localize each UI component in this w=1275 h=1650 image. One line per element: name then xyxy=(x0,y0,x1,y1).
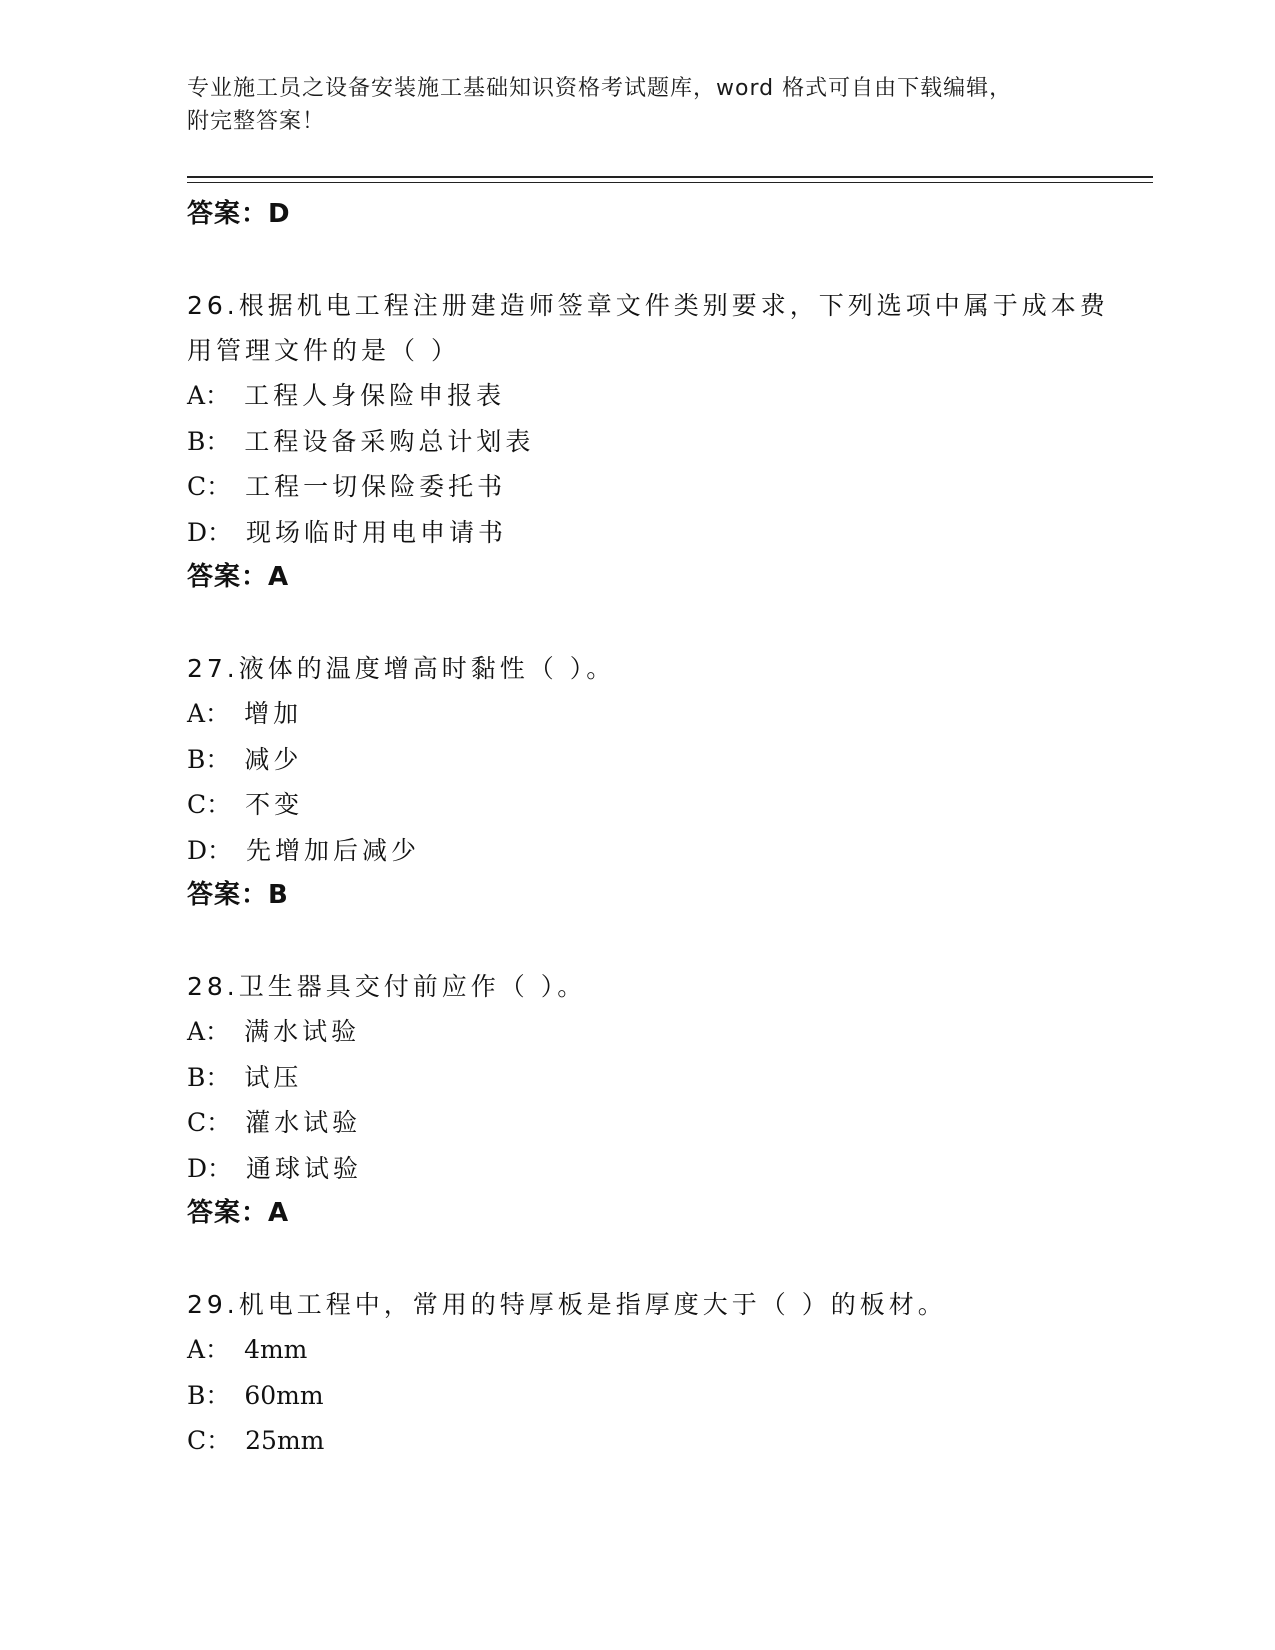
question-text xyxy=(187,1282,1127,1327)
option-letter: A： xyxy=(187,699,231,728)
answer-line xyxy=(187,1191,1127,1236)
option-text: 工程人身保险申报表 xyxy=(244,381,506,410)
option-text: 减少 xyxy=(244,744,303,774)
answer-value: A xyxy=(268,1198,290,1228)
option-d xyxy=(187,510,1127,556)
option-b xyxy=(187,1373,1127,1419)
question-stem: 根据机电工程注册建造师签章文件类别要求，下列选项中属于成本费用管理文件的是（ ） xyxy=(187,291,1109,365)
option-c xyxy=(187,464,1127,510)
option-text: 25mm xyxy=(245,1426,325,1455)
question-stem: 液体的温度增高时黏性（ ）。 xyxy=(238,654,616,683)
answer-line xyxy=(187,192,1127,237)
option-letter: D： xyxy=(187,1153,233,1183)
answer-line xyxy=(187,873,1127,918)
header-line-2: 附完整答案！ xyxy=(187,109,326,134)
option-text: 通球试验 xyxy=(246,1153,363,1183)
option-text: 4mm xyxy=(244,1335,308,1364)
question-number: 27. xyxy=(187,654,239,683)
answer-value: B xyxy=(268,880,289,910)
option-a xyxy=(187,691,1127,737)
option-d xyxy=(187,828,1127,874)
option-text: 现场临时用电申请书 xyxy=(246,517,508,547)
option-letter: C： xyxy=(187,1108,232,1137)
option-d xyxy=(187,1146,1127,1192)
option-text: 增加 xyxy=(244,699,303,728)
option-text: 试压 xyxy=(244,1062,303,1092)
option-letter: C： xyxy=(187,472,232,501)
option-text: 不变 xyxy=(245,790,304,819)
answer-line xyxy=(187,555,1127,600)
option-letter: A： xyxy=(187,1335,231,1364)
header-line-1: 专业施工员之设备安装施工基础知识资格考试题库，word 格式可自由下载编辑， xyxy=(187,76,1013,101)
option-letter: B： xyxy=(187,1062,231,1092)
question-list xyxy=(187,192,1127,1464)
answer-label: 答案： xyxy=(187,199,269,229)
option-letter: B： xyxy=(187,426,231,456)
option-letter: B： xyxy=(187,744,231,774)
option-a xyxy=(187,1009,1127,1055)
option-c xyxy=(187,782,1127,828)
answer-label: 答案： xyxy=(187,562,269,592)
page-header xyxy=(187,72,1087,138)
option-letter: B： xyxy=(187,1380,231,1410)
question-text xyxy=(187,964,1127,1009)
question-number: 26. xyxy=(187,291,239,320)
option-text: 60mm xyxy=(244,1380,324,1410)
option-a xyxy=(187,1327,1127,1373)
option-text: 工程设备采购总计划表 xyxy=(244,426,535,456)
answer-value: A xyxy=(268,562,290,592)
option-a xyxy=(187,373,1127,419)
answer-label: 答案： xyxy=(187,880,269,910)
question-stem: 卫生器具交付前应作（ ）。 xyxy=(238,972,587,1001)
option-text: 先增加后减少 xyxy=(246,835,421,865)
option-text: 灌水试验 xyxy=(245,1108,362,1137)
option-letter: D： xyxy=(187,517,233,547)
option-letter: D： xyxy=(187,835,233,865)
option-text: 工程一切保险委托书 xyxy=(245,472,507,501)
header-divider-thick xyxy=(187,176,1153,178)
option-letter: A： xyxy=(187,381,231,410)
question-text xyxy=(187,646,1127,691)
option-letter: C： xyxy=(187,1426,232,1455)
option-letter: C： xyxy=(187,790,232,819)
answer-label: 答案： xyxy=(187,1198,269,1228)
question-number: 29. xyxy=(187,1290,239,1319)
option-c xyxy=(187,1100,1127,1146)
header-divider-thin xyxy=(187,182,1153,183)
question-stem: 机电工程中，常用的特厚板是指厚度大于（ ）的板材。 xyxy=(238,1290,947,1319)
option-b xyxy=(187,1055,1127,1101)
option-b xyxy=(187,737,1127,783)
option-letter: A： xyxy=(187,1017,231,1046)
option-c xyxy=(187,1418,1127,1464)
answer-value: D xyxy=(268,199,291,229)
question-text xyxy=(187,283,1127,373)
option-text: 满水试验 xyxy=(244,1017,361,1046)
option-b xyxy=(187,419,1127,465)
question-number: 28. xyxy=(187,972,239,1001)
